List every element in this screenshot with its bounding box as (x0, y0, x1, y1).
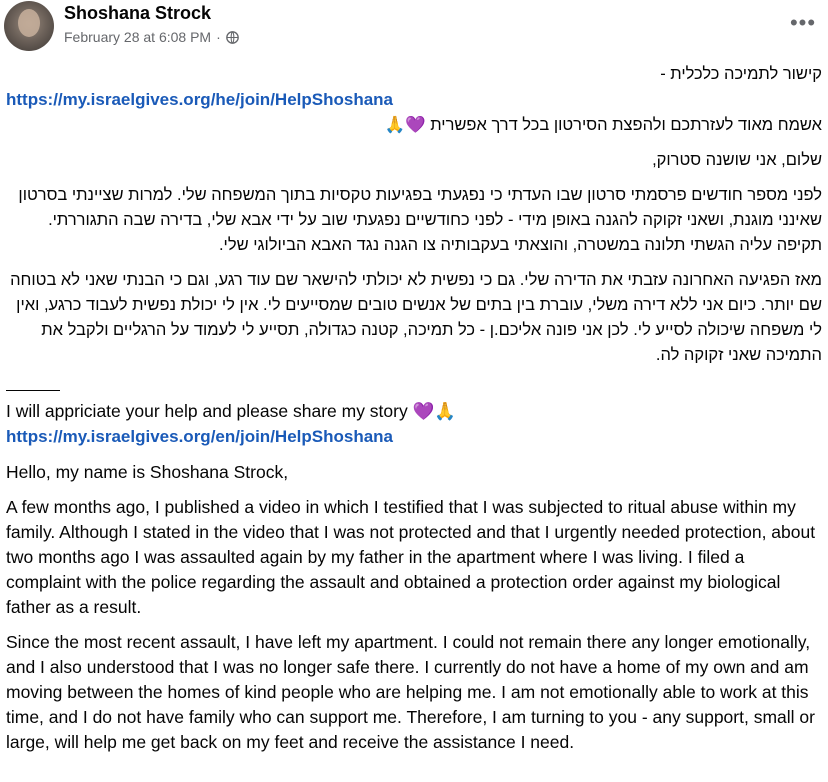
hebrew-support-line: קישור לתמיכה כלכלית - (660, 65, 822, 83)
globe-icon[interactable] (226, 31, 239, 44)
hebrew-paragraph-2: מאז הפגיעה האחרונה עזבתי את הדירה שלי. גם כי נפשית לא יכולתי להישאר שם עוד רגע, וגם כי הבנתי שאני לא בטוחה שם יותר. כיום אני ללא דירה משלי, עוברת בין בתים של אנשים טובים שמסייעים לי. אין לי יכולת נפשית לעבוד כרגע, ואין לי משפחה שיכולה לסייע לי. לכן אני פונה אליכם.ן - כל תמיכה, קטנה כגדולה, תסייע לי לעמוד על הרגליים ולקבל את התמיכה שאני זקוקה לה. (10, 271, 822, 364)
english-donation-link (6, 424, 822, 450)
post-body (6, 60, 822, 755)
english-paragraph-2: Since the most recent assault, I have left my apartment. I could not remain there any longer emotionally, and I also understood that I was no longer safe there. I currently do not have a home of my own and am moving between the homes of kind people who are helping me. I am not emotionally able to work at this time, and I do not have family who can support me. Therefore, I am turning to you - any support, small or large, will help me get back on my feet and receive the assistance I need. (6, 632, 815, 752)
author-name[interactable]: Shoshana Strock (64, 3, 212, 23)
hebrew-greeting: שלום, אני שושנה סטרוק, (652, 151, 822, 169)
meta-separator: · (216, 29, 221, 45)
more-options-icon[interactable]: ••• (789, 10, 817, 35)
post-timestamp[interactable]: February 28 at 6:08 PM (64, 29, 212, 45)
hebrew-paragraph-1: לפני מספר חודשים פרסמתי סרטון שבו העדתי כי נפגעתי בפגיעות טקסיות בתוך המשפחה שלי. למרות שציינתי בסרטון שאינני מוגנת, ושאני זקוקה להגנה באופן מידי - לפני כחודשיים נפגעתי שוב על ידי אבא שלי, בדירה שבה התגוררתי. תקיפה עליה הגשתי תלונה במשטרה, והוצאתי בעקבותיה צו הגנה נגד האבא הביולוגי שלי. (18, 186, 822, 254)
hebrew-thanks: אשמח מאוד לעזרתכם ולהפצת הסירטון בכל דרך אפשרית 💜🙏 (384, 116, 822, 134)
post-meta (64, 29, 239, 45)
english-thanks: I will appriciate your help and please share my story 💜🙏 (6, 401, 457, 421)
avatar[interactable] (4, 1, 54, 51)
hebrew-link[interactable]: https://my.israelgives.org/he/join/HelpShoshana (6, 90, 393, 109)
english-link[interactable]: https://my.israelgives.org/en/join/HelpShoshana (6, 427, 393, 446)
english-greeting: Hello, my name is Shoshana Strock, (6, 462, 289, 482)
hebrew-donation-link (6, 87, 822, 113)
post-header (0, 0, 828, 58)
english-paragraph-1: A few months ago, I published a video in which I testified that I was subjected to ritual abuse within my family. Although I stated in the video that I was not protected and that I urgently needed protection, about two months ago I was assaulted again by my father in the apartment where I was living. I filed a complaint with the police regarding the assault and obtained a protection order against my biological father as a result. (6, 497, 816, 617)
section-divider (6, 380, 60, 391)
